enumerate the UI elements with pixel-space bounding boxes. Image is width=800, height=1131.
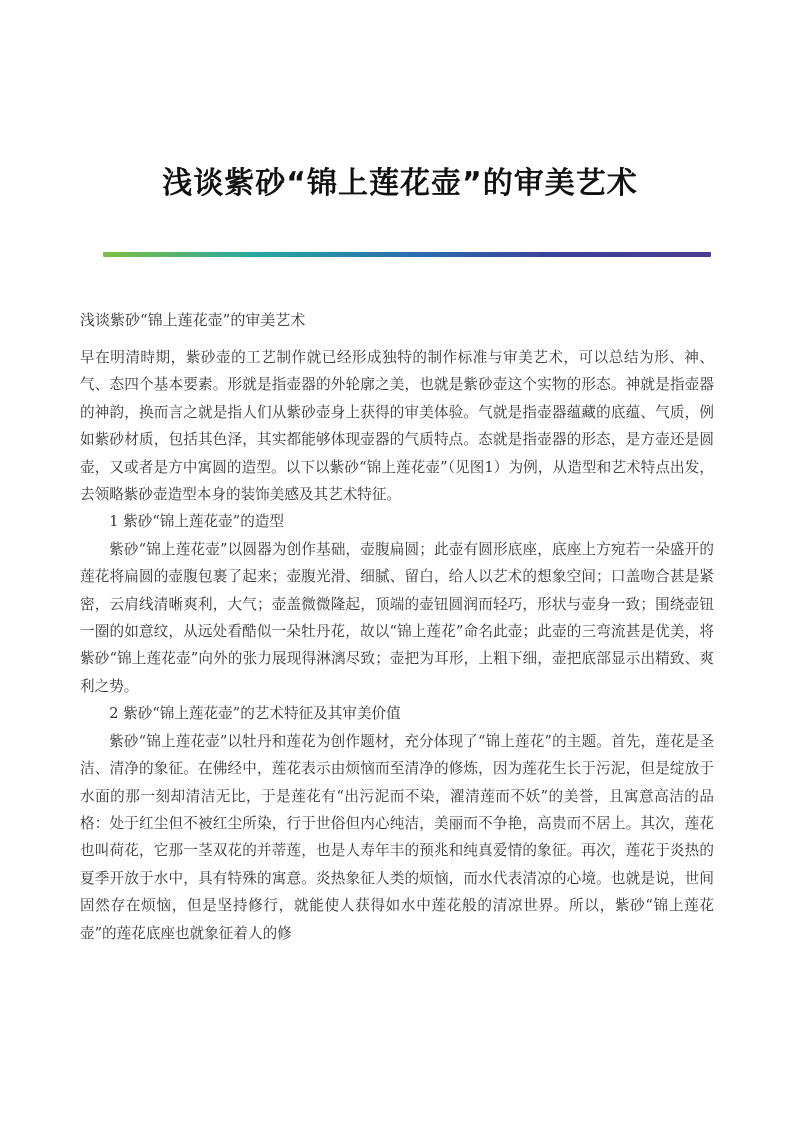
section-1-paragraph: 紫砂“锦上莲花壶”以圆器为创作基础，壶腹扁圆；此壶有圆形底座，底座上方宛若一朵盛开的莲花将扁圆的壶腹包裹了起来；壶腹光滑、细腻、留白，给人以艺术的想象空间；口盖吻合甚是紧密，云肩线清晰爽利，大气；壶盖微微隆起，顶端的壶钮圆润而轻巧，形状与壶身一致；围绕壶钮一圈的如意纹，从远处看酷似一朵牡丹花，故以“锦上莲花”命名此壶；此壶的三弯流甚是优美，将紫砂“锦上莲花壶”向外的张力展现得淋漓尽致；壶把为耳形，上粗下细，壶把底部显示出精致、爽利之势。: [80, 540, 714, 695]
intro-paragraph: 早在明清時期，紫砂壶的工艺制作就已经形成独特的制作标准与审美艺术，可以总结为形、神、气、态四个基本要素。形就是指壶器的外轮廓之美，也就是紫砂壶这个实物的形态。神就是指壶器的神韵，换而言之就是指人们从紫砂壶身上获得的审美体验。气就是指壶器蕴藏的底蕴、气质，例如紫砂材质，包括其色泽，其实都能够体现壶器的气质特点。态就是指壶器的形态，是方壶还是圆壶，又或者是方中寓圆的造型。以下以紫砂“锦上莲花壶”（见图1）为例，从造型和艺术特点出发，去领略紫砂壶造型本身的装饰美感及其艺术特征。: [80, 349, 714, 504]
section-2-heading: 2 紫砂“锦上莲花壶”的艺术特征及其审美价值: [109, 705, 401, 723]
document-title: 浅谈紫砂“锦上莲花壶”的审美艺术: [162, 166, 638, 201]
document-body: [80, 308, 714, 947]
section-1-heading: 1 紫砂“锦上莲花壶”的造型: [109, 513, 284, 531]
article-subtitle: 浅谈紫砂“锦上莲花壶”的审美艺术: [80, 311, 306, 329]
section-2-paragraph: 紫砂“锦上莲花壶”以牡丹和莲花为创作题材，充分体现了“锦上莲花”的主题。首先，莲花是圣洁、清净的象征。在佛经中，莲花表示由烦恼而至清净的修炼，因为莲花生长于污泥，但是绽放于水面的那一刻却清洁无比，于是莲花有“出污泥而不染，濯清莲而不妖”的美誉，且寓意高洁的品格：处于红尘但不被红尘所染，行于世俗但内心纯洁，美丽而不争艳，高贵而不居上。其次，莲花也叫荷花，它那一茎双花的并蒂莲，也是人寿年丰的预兆和纯真爱情的象征。再次，莲花于炎热的夏季开放于水中，具有特殊的寓意。炎热象征人类的烦恼，而水代表清凉的心境。也就是说，世间固然存在烦恼，但是坚持修行，就能使人获得如水中莲花般的清凉世界。所以，紫砂“锦上莲花壶”的莲花底座也就象征着人的修: [80, 732, 714, 942]
title-divider: [103, 252, 711, 257]
